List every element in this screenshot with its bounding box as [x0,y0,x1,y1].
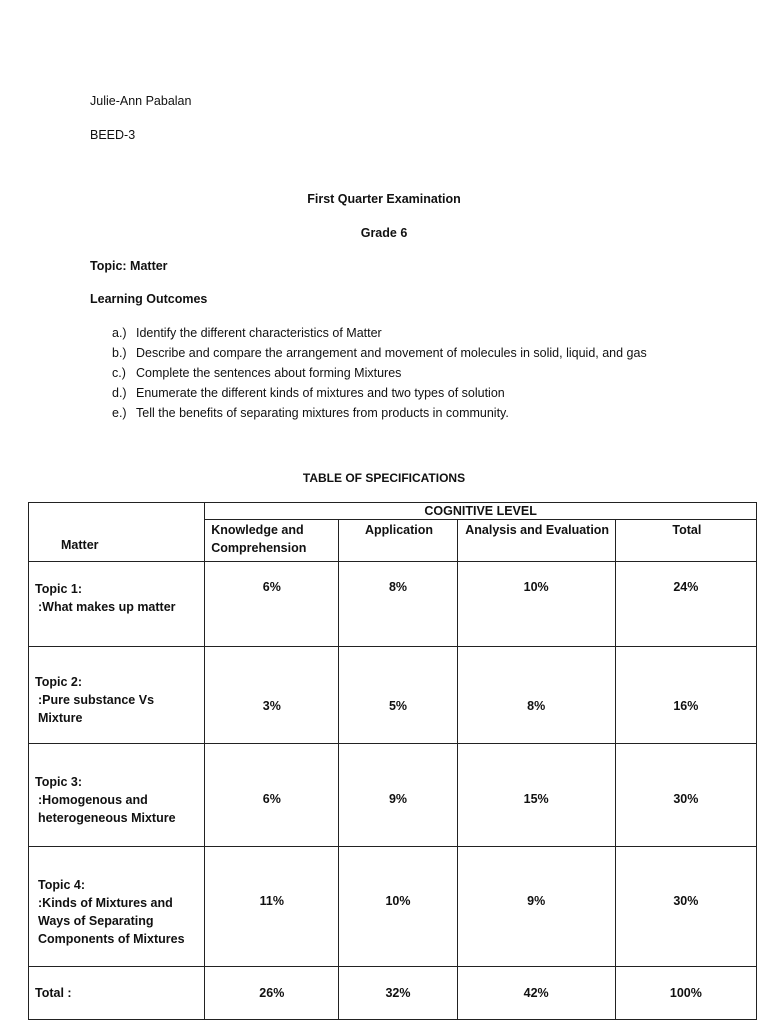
value-cell: 9% [457,847,615,967]
outcome-item: a.) Identify the different characteristics of Matter [112,326,382,340]
application-column-header: Application [339,520,457,562]
value-cell: 9% [339,744,457,847]
table-of-specifications [28,502,757,1020]
topic-cell: Topic 3: :Homogenous and heterogeneous Mixture [29,744,205,847]
course-label: BEED-3 [90,128,136,142]
total-column-header: Total [615,520,756,562]
total-label-cell: Total : [29,967,205,1020]
total-value-cell: 100% [615,967,756,1020]
table-row [29,562,757,647]
learning-outcomes-list [112,325,647,425]
value-cell: 6% [205,744,339,847]
learning-outcomes-heading: Learning Outcomes [90,292,208,306]
outcome-item: d.) Enumerate the different kinds of mixtures and two types of solution [112,386,505,400]
exam-title: First Quarter Examination [307,192,461,206]
outcome-item: c.) Complete the sentences about forming Mixtures [112,366,402,380]
outcome-item: b.) Describe and compare the arrangement and movement of molecules in solid, liquid, and gas [112,346,647,360]
table-title: TABLE OF SPECIFICATIONS [302,471,466,485]
total-value-cell: 26% [205,967,339,1020]
table-row [29,744,757,847]
value-cell: 30% [615,744,756,847]
outcome-item: e.) Tell the benefits of separating mixtures from products in community. [112,406,509,420]
table-row [29,847,757,967]
grade-label: Grade 6 [360,226,408,240]
value-cell: 10% [457,562,615,647]
cognitive-level-header: COGNITIVE LEVEL [205,503,757,520]
analysis-column-header: Analysis and Evaluation [457,520,615,562]
value-cell: 15% [457,744,615,847]
value-cell: 8% [457,647,615,744]
value-cell: 10% [339,847,457,967]
knowledge-column-header: Knowledge and Comprehension [205,520,339,562]
value-cell: 8% [339,562,457,647]
topic-cell: Topic 1: :What makes up matter [29,562,205,647]
matter-column-header: Matter [29,503,205,562]
value-cell: 16% [615,647,756,744]
total-value-cell: 32% [339,967,457,1020]
topic-label: Topic: Matter [90,259,168,273]
topic-cell: Topic 2: :Pure substance Vs Mixture [29,647,205,744]
value-cell: 3% [205,647,339,744]
total-value-cell: 42% [457,967,615,1020]
value-cell: 11% [205,847,339,967]
table-row [29,647,757,744]
author-name: Julie-Ann Pabalan [90,94,192,108]
value-cell: 5% [339,647,457,744]
topic-cell: Topic 4: :Kinds of Mixtures and Ways of Separating Components of Mixtures [29,847,205,967]
value-cell: 30% [615,847,756,967]
table-total-row [29,967,757,1020]
value-cell: 24% [615,562,756,647]
value-cell: 6% [205,562,339,647]
table-group-header-row [29,503,757,520]
